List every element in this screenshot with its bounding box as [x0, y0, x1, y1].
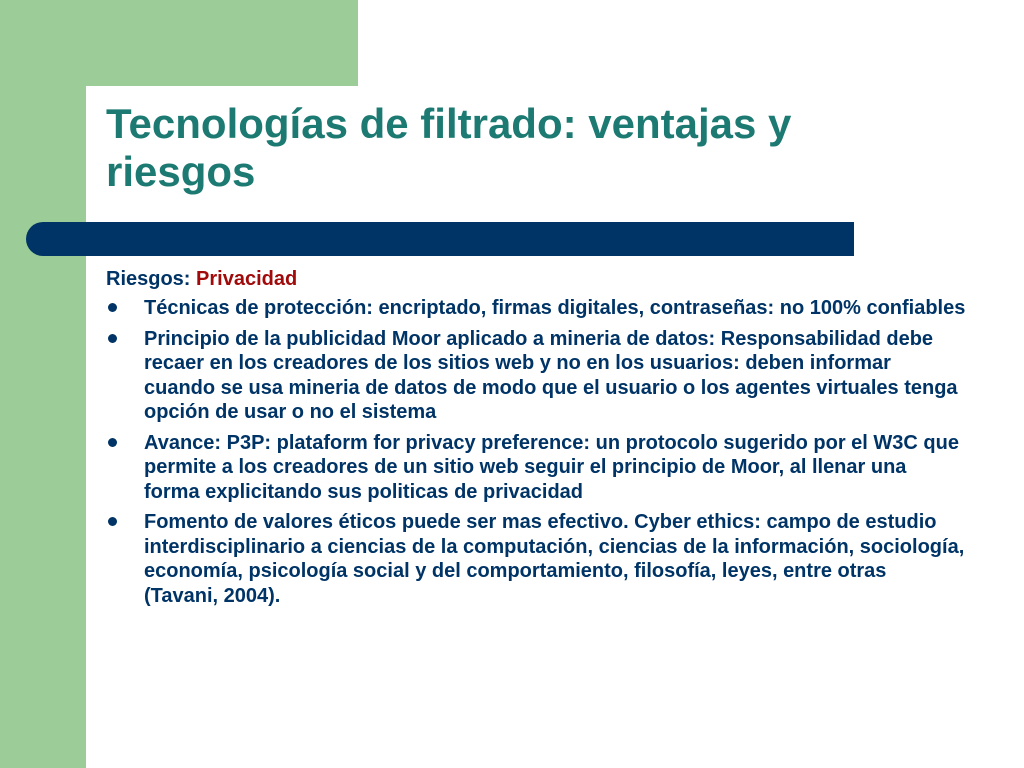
bullet-list [106, 296, 966, 608]
decorative-green-top-block [0, 0, 358, 86]
bullet-item [106, 327, 966, 425]
section-heading-label: Riesgos: [106, 268, 191, 290]
bullet-dot-icon [108, 303, 117, 312]
bullet-text: Avance: P3P: plataform for privacy preference: un protocolo sugerido por el W3C que permite a los creadores de un sitio web seguir el principio de Moor, al llenar una forma explicitando sus politicas de privacidad [144, 431, 959, 503]
slide-body [106, 266, 966, 614]
decorative-title-bar [26, 222, 854, 256]
bullet-dot-icon [108, 438, 117, 447]
bullet-dot-icon [108, 334, 117, 343]
bullet-item [106, 431, 966, 505]
bullet-item [106, 510, 966, 608]
section-heading [106, 266, 966, 292]
bullet-text: Fomento de valores éticos puede ser mas efectivo. Cyber ethics: campo de estudio interdisciplinario a ciencias de la computación, ciencias de la información, sociología, economía, psicología social y del comportamiento, filosofía, leyes, entre otras (Tavani, 2004). [144, 511, 965, 607]
bullet-text: Técnicas de protección: encriptado, firmas digitales, contraseñas: no 100% confiables [144, 297, 966, 319]
bullet-text: Principio de la publicidad Moor aplicado a mineria de datos: Responsabilidad debe recaer en los creadores de los sitios web y no en los usuarios: deben informar cuando se usa mineria de datos de modo que el usuario o los agentes virtuales tenga opción de usar o no el sistema [144, 327, 958, 423]
slide-title: Tecnologías de filtrado: ventajas y riesgos [106, 100, 792, 195]
decorative-green-sidebar [0, 0, 86, 768]
section-heading-topic: Privacidad [196, 268, 298, 290]
bullet-item [106, 296, 966, 321]
bullet-dot-icon [108, 517, 117, 526]
